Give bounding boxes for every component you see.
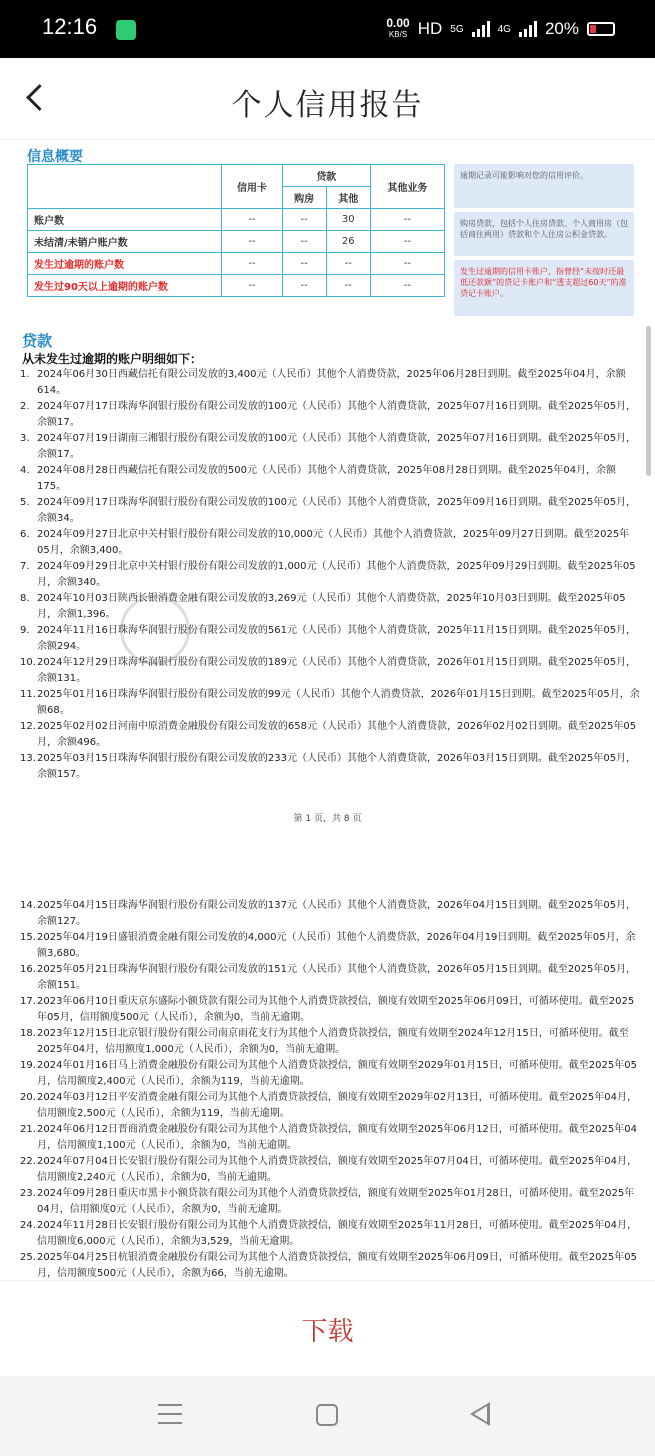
row-label: 账户数 xyxy=(28,209,222,231)
table-row xyxy=(28,209,445,231)
list-item xyxy=(20,1250,640,1280)
item-text: 2025年04月15日珠海华润银行股份有限公司发放的137元（人民币）其他个人消费贷款，2026年04月15日到期。截至2025年05月，余额127。 xyxy=(37,900,637,927)
item-text: 2024年09月27日北京中关村银行股份有限公司发放的10,000元（人民币）其他个人消费贷款，2025年09月27日到期。截至2025年05月，余额3,400。 xyxy=(37,528,630,556)
list-item xyxy=(20,1154,640,1186)
list-item xyxy=(20,591,640,623)
item-number: 25. xyxy=(20,1251,36,1263)
system-nav-bar xyxy=(0,1376,655,1456)
list-item xyxy=(20,431,640,463)
item-text: 2024年07月17日珠海华润银行股份有限公司发放的100元（人民币）其他个人消费贷款，2025年07月16日到期。截至2025年05月，余额17。 xyxy=(37,400,637,428)
list-item xyxy=(20,994,640,1026)
item-number: 1. xyxy=(20,369,30,380)
item-text: 2024年11月16日珠海华润银行股份有限公司发放的561元（人民币）其他个人消费贷款，2025年11月15日到期。截至2025年05月，余额294。 xyxy=(37,624,637,652)
cell: -- xyxy=(282,275,326,297)
loan-section-title: 贷款 xyxy=(22,332,53,350)
item-text: 2025年02月02日河南中原消费金融股份有限公司发放的658元（人民币）其他个人消费贷款，2026年02月02日到期。截至2025年05月，余额496。 xyxy=(37,720,637,748)
cell: -- xyxy=(282,209,326,231)
menu-icon[interactable] xyxy=(158,1404,182,1424)
cell: -- xyxy=(326,275,370,297)
item-number: 8. xyxy=(20,592,30,604)
status-indicators xyxy=(386,18,615,40)
item-text: 2024年01月16日马上消费金融股份有限公司为其他个人消费贷款授信，额度有效期至2029年01月15日，可循环使用。截至2025年05月，信用额度2,400元（人民币），余额为119，当前无逾期。 xyxy=(37,1059,637,1087)
cell: -- xyxy=(370,253,444,275)
row-label: 发生过逾期的账户数 xyxy=(28,253,222,275)
item-number: 4. xyxy=(20,464,30,476)
item-number: 23. xyxy=(20,1187,36,1199)
list-item xyxy=(20,1218,640,1250)
cell: -- xyxy=(326,253,370,275)
speed-unit: KB/S xyxy=(388,30,408,39)
cell: -- xyxy=(370,275,444,297)
item-number: 9. xyxy=(20,624,30,636)
cell: -- xyxy=(222,231,282,253)
table-row xyxy=(28,253,445,275)
item-text: 2024年09月17日珠海华润银行股份有限公司发放的100元（人民币）其他个人消费贷款，2025年09月16日到期。截至2025年05月，余额34。 xyxy=(37,496,637,524)
list-item xyxy=(20,399,640,431)
battery-percent: 20% xyxy=(544,19,579,38)
item-text: 2024年07月04日长安银行股份有限公司为其他个人消费贷款授信，额度有效期至2025年07月04日，可循环使用。截至2025年04月，信用额度2,240元（人民币），余额为0，当前无逾期。 xyxy=(37,1155,637,1183)
item-text: 2023年12月15日北京银行股份有限公司南京雨花支行为其他个人消费贷款授信，额度有效期至2024年12月15日，可循环使用。截至2025年04月，信用额度1,000元（人民币），余额为0，当前无逾期。 xyxy=(37,1027,629,1055)
cell: -- xyxy=(222,253,282,275)
list-item xyxy=(20,527,640,559)
overview-title: 信息概要 xyxy=(27,149,83,165)
cell: 30 xyxy=(326,209,370,231)
item-number: 17. xyxy=(20,995,36,1007)
item-text: 2025年03月15日珠海华润银行股份有限公司发放的233元（人民币）其他个人消费贷款，2026年03月15日到期。截至2025年05月，余额157。 xyxy=(37,752,637,780)
list-item xyxy=(20,719,640,751)
item-text: 2024年06月30日西藏信托有限公司发放的3,400元（人民币）其他个人消费贷款，2025年06月28日到期。截至2025年04月，余额614。 xyxy=(37,369,626,396)
item-text: 2025年01月16日珠海华润银行股份有限公司发放的99元（人民币）其他个人消费贷款，2026年01月15日到期。截至2025年05月，余额68。 xyxy=(37,688,640,716)
item-number: 21. xyxy=(20,1123,36,1135)
notification-app-icon xyxy=(116,20,136,40)
item-text: 2024年07月19日湖南三湘银行股份有限公司发放的100元（人民币）其他个人消费贷款，2025年07月16日到期。截至2025年05月，余额17。 xyxy=(37,432,637,460)
item-number: 15. xyxy=(20,931,36,943)
cell: -- xyxy=(282,253,326,275)
item-text: 2025年04月19日盛银消费金融有限公司发放的4,000元（人民币）其他个人消费贷款，2026年04月19日到期。截至2025年05月，余额3,680。 xyxy=(37,931,636,959)
item-number: 12. xyxy=(20,720,36,732)
item-text: 2024年09月29日北京中关村银行股份有限公司发放的1,000元（人民币）其他个人消费贷款，2025年09月29日到期。截至2025年05月，余额340。 xyxy=(37,560,636,588)
col-credit-card: 信用卡 xyxy=(222,165,282,209)
item-number: 7. xyxy=(20,560,30,572)
item-number: 3. xyxy=(20,432,30,444)
loan-list-page1 xyxy=(20,367,640,783)
note-housing: 购房贷款，包括个人住房贷款、个人商用房（包括商住两用）贷款和个人住房公积金贷款。 xyxy=(454,212,634,256)
net2-label: 4G xyxy=(497,23,511,35)
signal-icon-2 xyxy=(519,21,537,37)
scrollbar[interactable] xyxy=(646,326,651,476)
list-item xyxy=(20,1058,640,1090)
list-item xyxy=(20,655,640,687)
list-item xyxy=(20,751,640,783)
item-number: 6. xyxy=(20,528,30,540)
overview-table xyxy=(27,164,445,297)
list-item xyxy=(20,930,640,962)
item-text: 2024年10月03日陕西长银消费金融有限公司发放的3,269元（人民币）其他个人消费贷款，2025年10月03日到期。截至2025年05月，余额1,396。 xyxy=(37,592,626,620)
item-number: 22. xyxy=(20,1155,36,1167)
item-text: 2024年09月28日重庆市黑卡小额贷款有限公司为其他个人消费贷款授信，额度有效期至2025年01月28日，可循环使用。截至2025年04月，信用额度0元（人民币），余额为0，当前无逾期。 xyxy=(37,1187,635,1215)
blank-header xyxy=(28,165,222,209)
item-text: 2025年04月25日杭银消费金融股份有限公司为其他个人消费贷款授信，额度有效期至2025年06月09日，可循环使用。截至2025年05月，信用额度500元（人民币），余额为66，当前无逾期。 xyxy=(37,1251,637,1279)
item-text: 2024年03月12日平安消费金融有限公司为其他个人消费贷款授信，额度有效期至2029年02月13日，可循环使用。截至2025年04月，信用额度2,500元（人民币），余额为119，当前无逾期。 xyxy=(37,1091,637,1119)
item-number: 14. xyxy=(20,900,36,911)
home-icon[interactable] xyxy=(316,1404,338,1426)
loan-list-page2 xyxy=(20,898,640,1280)
col-loan: 贷款 xyxy=(282,165,370,187)
network-speed xyxy=(386,18,409,40)
table-row xyxy=(28,275,445,297)
status-time: 12:16 xyxy=(42,14,98,39)
table-row xyxy=(28,231,445,253)
item-number: 18. xyxy=(20,1027,36,1039)
item-number: 2. xyxy=(20,400,30,412)
cell: -- xyxy=(370,209,444,231)
speed-value: 0.00 xyxy=(386,16,410,30)
list-item xyxy=(20,495,640,527)
back-triangle-icon[interactable] xyxy=(470,1402,490,1426)
cell: -- xyxy=(222,209,282,231)
app-header xyxy=(0,58,655,140)
download-bar xyxy=(0,1280,655,1376)
signal-icon-1 xyxy=(472,21,490,37)
item-number: 24. xyxy=(20,1219,36,1231)
col-house: 购房 xyxy=(282,187,326,209)
item-number: 16. xyxy=(20,963,36,975)
col-other-business: 其他业务 xyxy=(370,165,444,209)
hd-indicator: HD xyxy=(417,19,443,38)
list-item xyxy=(20,623,640,655)
download-button[interactable]: 下载 xyxy=(301,1317,354,1347)
list-item xyxy=(20,367,640,399)
list-item xyxy=(20,463,640,495)
cell: -- xyxy=(222,275,282,297)
loan-subtitle: 从未发生过逾期的账户明细如下： xyxy=(22,352,203,366)
cell: -- xyxy=(370,231,444,253)
item-number: 20. xyxy=(20,1091,36,1103)
cell: -- xyxy=(282,231,326,253)
item-text: 2024年06月12日晋商消费金融股份有限公司为其他个人消费贷款授信，额度有效期至2025年06月12日，可循环使用。截至2025年04月，信用额度1,100元（人民币），余额为0，当前无逾期。 xyxy=(37,1123,637,1151)
list-item xyxy=(20,898,640,930)
item-number: 5. xyxy=(20,496,30,508)
list-item xyxy=(20,1090,640,1122)
note-overdue: 逾期记录可能影响对您的信用评价。 xyxy=(454,164,634,208)
note-overdue-card: 发生过逾期的信用卡账户，指曾经“未按时还最低还款额”的贷记卡账户和“透支超过60天”的准贷记卡账户。 xyxy=(454,260,634,316)
net1-label: 5G xyxy=(450,23,464,35)
item-number: 19. xyxy=(20,1059,36,1071)
status-bar xyxy=(0,0,655,58)
battery-icon xyxy=(587,22,615,36)
item-number: 13. xyxy=(20,752,36,764)
item-number: 11. xyxy=(20,688,36,700)
list-item xyxy=(20,1026,640,1058)
cell: 26 xyxy=(326,231,370,253)
row-label: 未结清/未销户账户数 xyxy=(28,231,222,253)
list-item xyxy=(20,1186,640,1218)
item-text: 2025年05月21日珠海华润银行股份有限公司发放的151元（人民币）其他个人消费贷款，2026年05月15日到期。截至2025年05月，余额151。 xyxy=(37,963,637,991)
col-other: 其他 xyxy=(326,187,370,209)
item-number: 10. xyxy=(20,656,36,668)
list-item xyxy=(20,1122,640,1154)
list-item xyxy=(20,559,640,591)
page-footer: 第 1 页，共 8 页 xyxy=(293,814,362,824)
page-title: 个人信用报告 xyxy=(231,88,424,123)
overview-notes xyxy=(454,164,634,320)
item-text: 2024年08月28日西藏信托有限公司发放的500元（人民币）其他个人消费贷款，2025年08月28日到期。截至2025年04月，余额175。 xyxy=(37,464,617,492)
list-item xyxy=(20,962,640,994)
item-text: 2024年12月29日珠海华润银行股份有限公司发放的189元（人民币）其他个人消费贷款，2026年01月15日到期。截至2025年05月，余额131。 xyxy=(37,656,637,684)
row-label: 发生过90天以上逾期的账户数 xyxy=(28,275,222,297)
item-text: 2024年11月28日长安银行股份有限公司为其他个人消费贷款授信，额度有效期至2025年11月28日，可循环使用。截至2025年04月，信用额度6,000元（人民币），余额为3,529，当前无逾期。 xyxy=(37,1219,637,1247)
item-text: 2023年06月10日重庆京东盛际小额贷款有限公司为其他个人消费贷款授信，额度有效期至2025年06月09日，可循环使用。截至2025年05月，信用额度500元（人民币），余额为0，当前无逾期。 xyxy=(37,995,635,1023)
report-document[interactable] xyxy=(0,140,655,1280)
list-item xyxy=(20,687,640,719)
